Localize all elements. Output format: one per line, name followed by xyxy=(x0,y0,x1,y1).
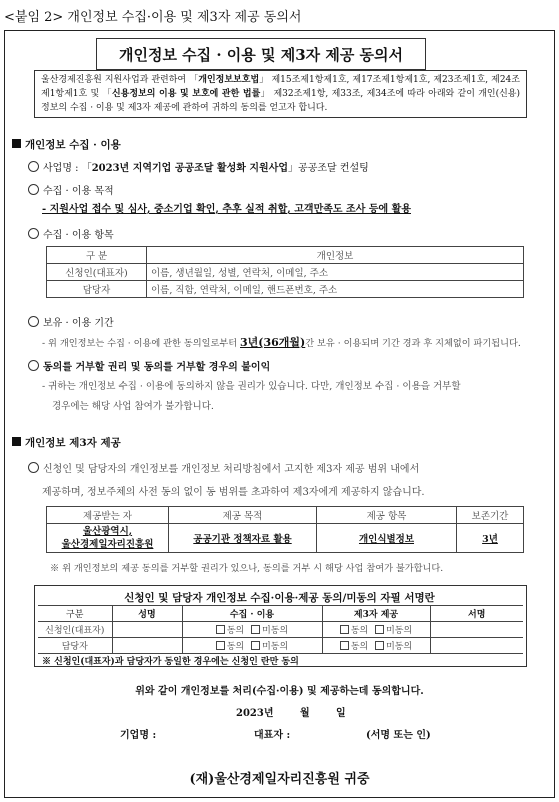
circle-bullet-icon xyxy=(28,462,39,473)
disagree-checkbox[interactable] xyxy=(375,641,384,650)
square-bullet-icon xyxy=(12,437,21,446)
collection-items-table xyxy=(46,246,524,298)
retention-text: - 위 개인정보는 수집 · 이용에 관한 동의일로부터 3년(36개월)간 보유 · 이용되며 기간 경과 후 지체없이 파기됩니다. xyxy=(42,336,521,349)
table-header: 개인정보 xyxy=(147,247,524,264)
role-cell: 신청인(대표자) xyxy=(38,622,112,638)
agree-checkbox[interactable] xyxy=(216,625,225,634)
purpose-cell: 공공기관 정책자료 활용 xyxy=(169,524,317,553)
date-day: 일 xyxy=(336,708,346,719)
signature-note: ※ 신청인(대표자)과 담당자가 동일한 경우에는 신청인 란만 동의 xyxy=(42,657,299,667)
provide-consent-cell: 동의 미동의 xyxy=(322,638,430,654)
third-party-table xyxy=(46,506,524,553)
law-personal-info: 개인정보보호법 xyxy=(198,75,260,85)
table-header: 성명 xyxy=(112,606,182,622)
agree-checkbox[interactable] xyxy=(340,625,349,634)
circle-bullet-icon xyxy=(28,228,39,239)
disagree-checkbox[interactable] xyxy=(375,625,384,634)
table-header: 보존기간 xyxy=(457,507,524,524)
purpose-text: - 지원사업 접수 및 심사, 중소기업 확인, 추후 실적 취합, 고객만족도 조사 등에 활용 xyxy=(42,204,411,215)
collect-consent-cell: 동의 미동의 xyxy=(182,638,322,654)
role-cell: 담당자 xyxy=(38,638,112,654)
items-heading: 수집 · 이용 항목 xyxy=(28,226,114,241)
circle-bullet-icon xyxy=(28,161,39,172)
table-header: 서명 xyxy=(430,606,523,622)
table-cell: 담당자 xyxy=(47,281,147,298)
business-name-line: 사업명 : 「2023년 지역기업 공공조달 활성화 지원사업」공공조달 컨설팅 xyxy=(28,159,369,174)
refusal-line-1: - 귀하는 개인정보 수집 · 이용에 동의하지 않을 권리가 있습니다. 다만, 개인정보 수집 · 이용을 거부할 xyxy=(42,381,461,392)
signature-table xyxy=(38,605,523,654)
items-cell: 개인식별정보 xyxy=(317,524,457,553)
recipient-cell: 울산광역시, 울산경제일자리진흥원 xyxy=(47,524,169,553)
provide-consent-cell: 동의 미동의 xyxy=(322,622,430,638)
law-credit-info: 신용정보의 이용 및 보호에 관한 법률 xyxy=(111,89,261,99)
agree-checkbox[interactable] xyxy=(216,641,225,650)
section2-heading: 개인정보 제3자 제공 xyxy=(12,435,121,450)
collect-consent-cell: 동의 미동의 xyxy=(182,622,322,638)
disagree-checkbox[interactable] xyxy=(251,641,260,650)
refusal-heading: 동의를 거부할 권리 및 동의를 거부할 경우의 불이익 xyxy=(28,358,270,373)
signature-title: 신청인 및 담당자 개인정보 수집·이용·제공 동의/미동의 자필 서명란 xyxy=(124,592,435,604)
table-header: 제공 항목 xyxy=(317,507,457,524)
sign-label: (서명 또는 인) xyxy=(366,730,431,741)
company-label: 기업명 : xyxy=(120,730,157,741)
refusal-line-2: 경우에는 해당 사업 참여가 불가합니다. xyxy=(52,401,214,412)
table-header: 구 분 xyxy=(47,247,147,264)
table-cell: 이름, 직함, 연락처, 이메일, 핸드폰번호, 주소 xyxy=(147,281,524,298)
circle-bullet-icon xyxy=(28,360,39,371)
attachment-label: <붙임 2> 개인정보 수집·이용 및 제3자 제공 동의서 xyxy=(4,10,302,25)
intro-box: 울산경제진흥원 지원사업과 관련하여 「개인정보보호법」 제15조제1항제1호, 제17조제1항제1호, 제23조제1호, 제24조제1항제1호 및 「신용정보의 이용 및 보호에 관한 법률」 제32조제1항, 제33조, 제34조에 따라 아래와 같이 개인(신용)정보의 수집 · 이용 및 제3자 제공에 관하여 귀하의 동의를 얻고자 합니다. xyxy=(34,70,527,118)
third-party-note: ※ 위 개인정보의 제공 동의를 거부할 권리가 있으나, 동의를 거부 시 해당 사업 참여가 불가합니다. xyxy=(50,563,444,574)
section1-heading: 개인정보 수집 · 이용 xyxy=(12,137,121,152)
signature-input-cell[interactable] xyxy=(430,622,523,638)
signature-input-cell[interactable] xyxy=(430,638,523,654)
table-header: 수집 · 이용 xyxy=(182,606,322,622)
rep-label: 대표자 : xyxy=(254,730,291,741)
circle-bullet-icon xyxy=(28,316,39,327)
third-party-line-1: 신청인 및 담당자의 개인정보를 개인정보 처리방침에서 고지한 제3자 제공 범위 내에서 xyxy=(28,460,419,475)
table-header: 제공받는 자 xyxy=(47,507,169,524)
addressee: (재)울산경제일자리진흥원 귀중 xyxy=(189,772,370,787)
form-title: 개인정보 수집 · 이용 및 제3자 제공 동의서 xyxy=(96,38,426,70)
third-party-line-2: 제공하며, 정보주체의 사전 동의 없이 동 범위를 초과하여 제3자에게 제공하지 않습니다. xyxy=(42,487,425,498)
agree-checkbox[interactable] xyxy=(340,641,349,650)
date-month: 월 xyxy=(300,708,310,719)
table-header: 제3자 제공 xyxy=(322,606,430,622)
disagree-checkbox[interactable] xyxy=(251,625,260,634)
name-input-cell[interactable] xyxy=(112,622,182,638)
table-cell: 이름, 생년월일, 성별, 연락처, 이메일, 주소 xyxy=(147,264,524,281)
square-bullet-icon xyxy=(12,139,21,148)
retention-heading: 보유 · 이용 기간 xyxy=(28,314,114,329)
table-header: 구분 xyxy=(38,606,112,622)
consent-statement: 위와 같이 개인정보를 처리(수집·이용) 및 제공하는데 동의합니다. xyxy=(135,686,424,697)
period-cell: 3년 xyxy=(457,524,524,553)
table-header: 제공 목적 xyxy=(169,507,317,524)
name-input-cell[interactable] xyxy=(112,638,182,654)
circle-bullet-icon xyxy=(28,184,39,195)
table-cell: 신청인(대표자) xyxy=(47,264,147,281)
date-year: 2023년 xyxy=(236,708,274,719)
purpose-heading: 수집 · 이용 목적 xyxy=(28,182,114,197)
retention-period: 3년(36개월) xyxy=(240,336,306,349)
